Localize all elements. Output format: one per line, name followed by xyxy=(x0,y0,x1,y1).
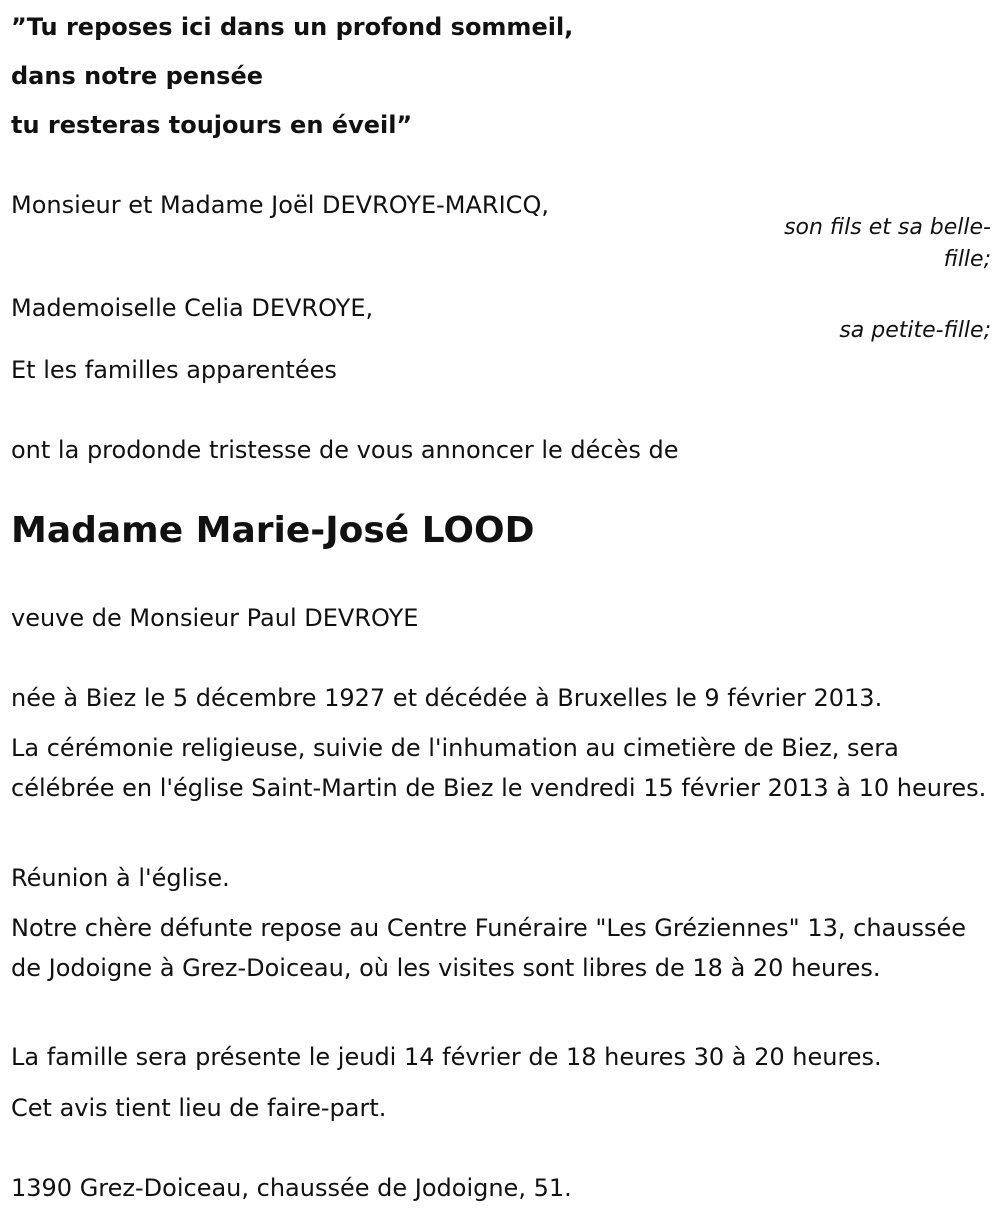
notice-paragraph: Cet avis tient lieu de faire-part. xyxy=(11,1094,387,1122)
deceased-name: Madame Marie-José LOOD xyxy=(11,510,535,551)
poem-line-1: ”Tu reposes ici dans un profond sommeil, xyxy=(11,13,574,41)
family-member-name: Monsieur et Madame Joël DEVROYE-MARICQ, xyxy=(11,191,549,219)
family-member-relation: sa petite-fille; xyxy=(839,318,991,343)
family-presence-paragraph: La famille sera présente le jeudi 14 février de 18 heures 30 à 20 heures. xyxy=(11,1043,882,1071)
visitation-paragraph: Notre chère défunte repose au Centre Funéraire "Les Gréziennes" 13, chaussée de Jodoigne à Grez-Doiceau, où les visites sont libres de 18 à 20 heures. xyxy=(11,914,967,982)
family-member-relation: son fils et sa belle-fille; xyxy=(784,215,991,272)
widow-of-line: veuve de Monsieur Paul DEVROYE xyxy=(11,604,419,632)
address-line: 1390 Grez-Doiceau, chaussée de Jodoigne, 51. xyxy=(11,1174,572,1202)
families-line: Et les familles apparentées xyxy=(11,356,337,384)
poem-line-3: tu resteras toujours en éveil” xyxy=(11,111,413,139)
family-member-name: Mademoiselle Celia DEVROYE, xyxy=(11,294,374,322)
meeting-paragraph: Réunion à l'église. xyxy=(11,864,230,892)
announcement-text: ont la prodonde tristesse de vous annoncer le décès de xyxy=(11,436,679,464)
poem-line-2: dans notre pensée xyxy=(11,62,263,90)
ceremony-paragraph: La cérémonie religieuse, suivie de l'inhumation au cimetière de Biez, sera célébrée en l'église Saint-Martin de Biez le vendredi 15 février 2013 à 10 heures. xyxy=(11,734,987,802)
birth-death-paragraph: née à Biez le 5 décembre 1927 et décédée à Bruxelles le 9 février 2013. xyxy=(11,684,883,712)
